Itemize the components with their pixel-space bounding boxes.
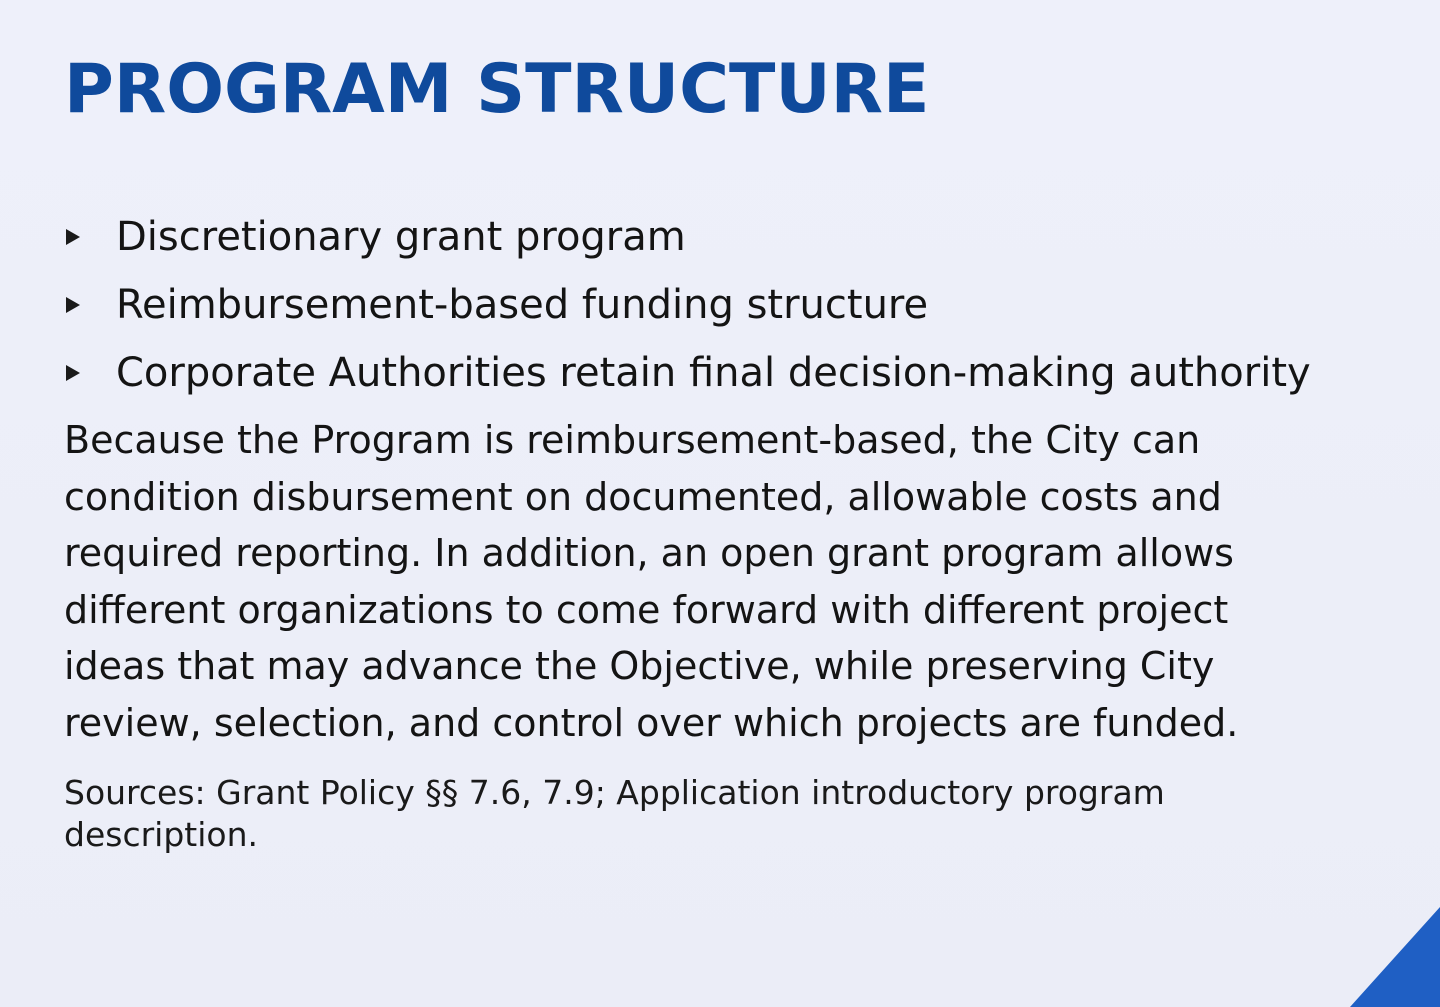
body-line: required reporting. In addition, an open grant program allows xyxy=(64,531,1234,575)
sources-line: Sources: Grant Policy §§ 7.6, 7.9; Application introductory program xyxy=(64,773,1165,812)
corner-accent-shape xyxy=(1350,907,1440,1007)
sources-line: description. xyxy=(64,815,258,854)
body-line: different organizations to come forward with different project xyxy=(64,587,1229,632)
bullet-item xyxy=(66,203,1311,271)
bullet-text: Discretionary grant program xyxy=(116,214,686,260)
bullet-text: Corporate Authorities retain final decision-making authority xyxy=(116,350,1311,396)
sources-note xyxy=(64,772,1364,856)
body-line: ideas that may advance the Objective, while preserving City xyxy=(64,644,1215,688)
bullet-list xyxy=(66,203,1311,407)
triangle-bullet-icon xyxy=(66,365,80,381)
slide-title: PROGRAM STRUCTURE xyxy=(64,50,930,129)
body-line: review, selection, and control over which projects are funded. xyxy=(64,700,1239,745)
body-paragraph xyxy=(64,412,1374,751)
bullet-item xyxy=(66,271,1311,339)
body-line: Because the Program is reimbursement-based, the City can xyxy=(64,418,1201,462)
body-line: condition disbursement on documented, allowable costs and xyxy=(64,474,1222,519)
bullet-text: Reimbursement-based funding structure xyxy=(116,282,929,328)
bullet-item xyxy=(66,339,1311,407)
triangle-bullet-icon xyxy=(66,229,80,245)
triangle-bullet-icon xyxy=(66,297,80,313)
